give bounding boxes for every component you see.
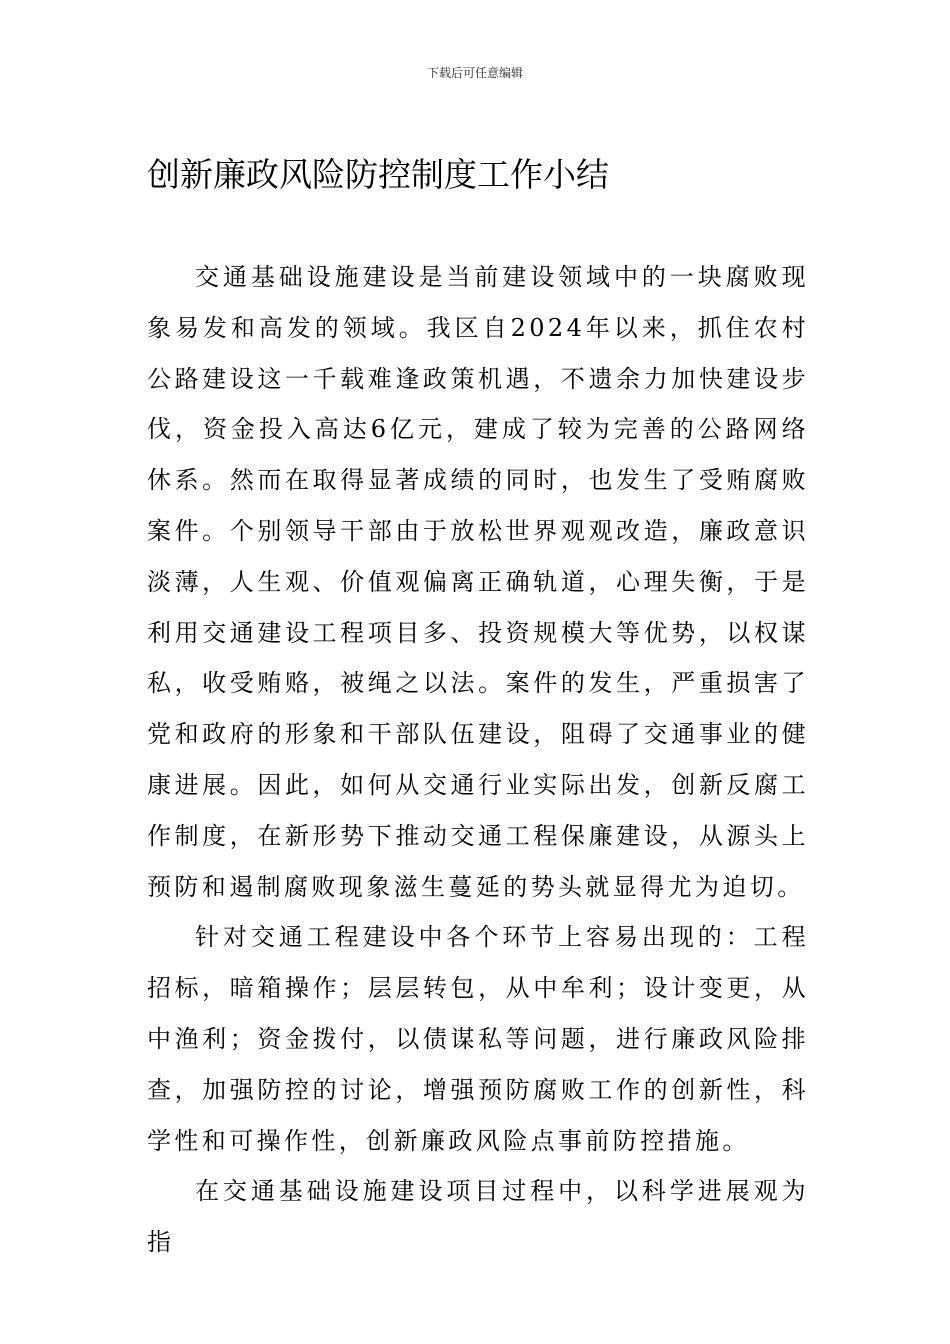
paragraph-3: 在交通基础设施建设项目过程中，以科学进展观为指 [147,1177,809,1257]
paragraph-1: 交通基础设施建设是当前建设领域中的一块腐败现象易发和高发的领域。我区自2024年以来，抓住农村公路建设这一千载难逢政策机遇，不遗余力加快建设步伐，资金投入高达6亿元，建成了较为完善的公路网络休系。然而在取得显著成绩的同时，也发生了受贿腐败案件。个别领导干部由于放松世界观观改造，廉政意识淡薄，人生观、价值观偏离正确轨道，心理失衡，于是利用交通建设工程项目多、投资规模大等优势，以权谋私，收受贿赂，被绳之以法。案件的发生，严重损害了党和政府的形象和干部队伍建设，阻碍了交通事业的健康进展。因此，如何从交通行业实际出发，创新反腐工作制度，在新形势下推动交通工程保廉建设，从源头上预防和遏制腐败现象滋生蔓延的势头就显得尤为迫切。 [147,263,809,901]
document-title: 创新廉政风险防控制度工作小结 [147,155,609,194]
paragraph-2: 针对交通工程建设中各个环节上容易出现的：工程招标，暗箱操作；层层转包，从中牟利；设计变更，从中渔利；资金拨付，以债谋私等问题，进行廉政风险排查，加强防控的讨论，增强预防腐败工作的创新性，科学性和可操作性，创新廉政风险点事前防控措施。 [147,923,809,1155]
header-note: 下载后可任意编辑 [426,66,523,80]
document-body [147,252,809,1268]
